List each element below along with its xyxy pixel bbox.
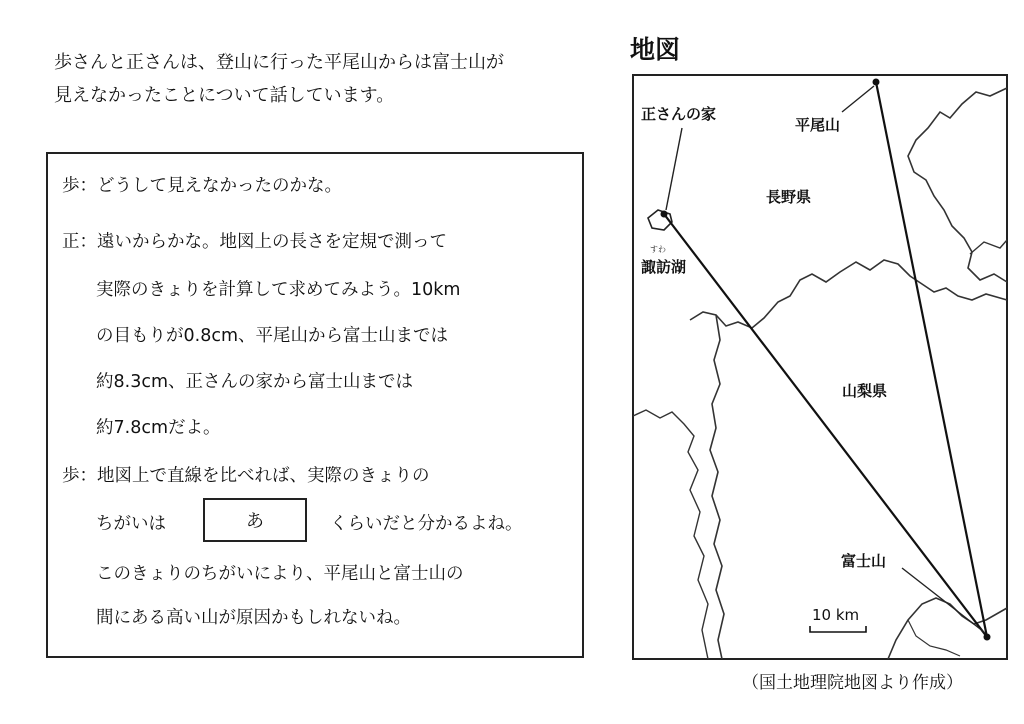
label-house: 正さんの家 <box>641 105 717 123</box>
label-suwa: 諏訪湖 <box>641 258 687 276</box>
dialog-text: このきょりのちがいにより、平尾山と富士山の <box>96 564 464 584</box>
dialog-text: 間にある高い山が原因かもしれないね。 <box>96 608 411 628</box>
map-title: 地図 <box>630 35 681 64</box>
speaker-label: 正： <box>62 232 97 252</box>
line-house-fuji <box>664 214 987 637</box>
dialog-text: 地図上で直線を比べれば、実際のきょりの <box>97 466 430 486</box>
dialog-text: 実際のきょりを計算して求めてみよう。10km <box>96 280 461 300</box>
point-house <box>661 211 668 218</box>
label-scale: 10 km <box>812 606 860 624</box>
dialog-text: 遠いからかな。地図上の長さを定規で測って <box>97 232 447 252</box>
line-hirao-fuji <box>876 82 987 637</box>
leader-hirao <box>842 86 874 112</box>
border-south <box>888 598 1007 659</box>
point-hirao <box>873 79 880 86</box>
border-west <box>710 315 724 659</box>
leader-house <box>666 128 682 210</box>
dialog-text: 約8.3cm、正さんの家から富士山までは <box>96 372 413 392</box>
map-frame <box>633 75 1007 659</box>
speaker-label: 歩： <box>62 466 97 486</box>
dialog-text: ちがいは <box>96 514 166 534</box>
label-suwa-ruby: すわ <box>650 245 666 254</box>
speaker-label: 歩： <box>62 176 97 196</box>
point-fuji <box>984 634 991 641</box>
intro-line-2: 見えなかったことについて話しています。 <box>54 85 395 106</box>
border-east-branch <box>970 240 1007 254</box>
border-south-branch <box>908 620 960 656</box>
border-inner-west <box>633 410 708 659</box>
border-nagano-yamanashi <box>690 260 1007 328</box>
scale-bar <box>810 626 866 632</box>
label-yamanashi: 山梨県 <box>842 382 888 400</box>
border-east <box>908 88 1007 282</box>
label-fuji: 富士山 <box>841 552 887 570</box>
answer-label: あ <box>246 511 264 532</box>
dialog-text: どうして見えなかったのかな。 <box>97 176 342 196</box>
dialog-text: くらいだと分かるよね。 <box>330 514 523 534</box>
dialog-text: の目もりが0.8cm、平尾山から富士山までは <box>96 326 448 346</box>
intro-line-1: 歩さんと正さんは、登山に行った平尾山からは富士山が <box>54 52 504 73</box>
label-nagano: 長野県 <box>766 188 812 206</box>
label-hirao: 平尾山 <box>795 116 841 134</box>
dialog-text: 約7.8cmだよ。 <box>96 418 221 438</box>
map-source: （国土地理院地図より作成） <box>742 673 963 693</box>
